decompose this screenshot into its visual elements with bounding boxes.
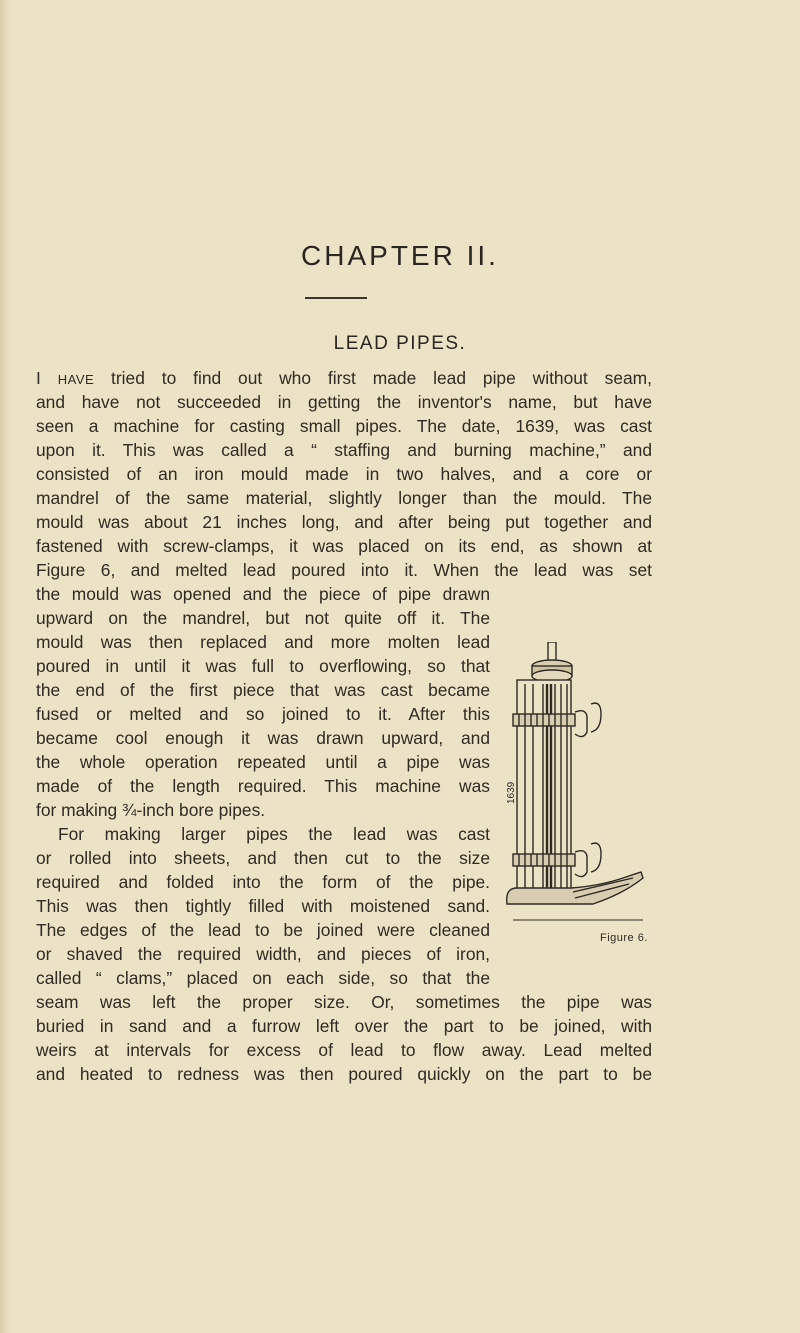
smallcaps-word: HAVE	[57, 372, 95, 387]
paragraph-line: upward on the mandrel, but not quite off it. The	[36, 608, 490, 628]
pipe-mould-figure	[503, 642, 651, 930]
paragraph-line: For making larger pipes the lead was cast	[58, 824, 490, 844]
paragraph-line: made of the length required. This machine was	[36, 776, 490, 796]
paragraph-line: mould was about 21 inches long, and after being put together and	[36, 512, 652, 532]
paragraph-line: the mould was opened and the piece of pipe drawn	[36, 584, 490, 604]
paragraph-line: or shaved the required width, and pieces of iron,	[36, 944, 490, 964]
paragraph-line: fused or melted and so joined to it. After this	[36, 704, 490, 724]
paragraph-line: seam was left the proper size. Or, sometimes the pipe was	[36, 992, 652, 1012]
paragraph-line: called “ clams,” placed on each side, so that the	[36, 968, 490, 988]
paragraph-line: fastened with screw-clamps, it was placed on its end, as shown at	[36, 536, 652, 556]
paragraph-line: poured in until it was full to overflowing, so that	[36, 656, 490, 676]
paragraph-line: for making ¾-inch bore pipes.	[36, 800, 266, 820]
title-rule	[305, 297, 367, 299]
paragraph-line: became cool enough it was drawn upward, and	[36, 728, 490, 748]
paragraph-line	[36, 366, 652, 392]
paragraph-line: This was then tightly filled with moistened sand.	[36, 896, 490, 916]
paragraph-line: Figure 6, and melted lead poured into it. When the lead was set	[36, 560, 652, 580]
paragraph-line: upon it. This was called a “ staffing and burning machine,” and	[36, 440, 652, 460]
chapter-title: CHAPTER II.	[301, 240, 499, 271]
page-edge	[0, 0, 10, 1333]
date-mark: 1639	[506, 781, 517, 804]
line-rest: tried to find out who first made lead pipe without seam,	[94, 368, 652, 388]
paragraph-line: or rolled into sheets, and then cut to the size	[36, 848, 490, 868]
drop-initial: I	[36, 368, 41, 388]
paragraph-line: the end of the first piece that was cast became	[36, 680, 490, 700]
paragraph-line: and have not succeeded in getting the inventor's name, but have	[36, 392, 652, 412]
paragraph-line: consisted of an iron mould made in two halves, and a core or	[36, 464, 652, 484]
paragraph-line: mould was then replaced and more molten lead	[36, 632, 490, 652]
paragraph-line: and heated to redness was then poured quickly on the part to be	[36, 1064, 652, 1084]
paragraph-line: weirs at intervals for excess of lead to flow away. Lead melted	[36, 1040, 652, 1060]
figure-caption: Figure 6.	[600, 932, 648, 944]
paragraph-line: seen a machine for casting small pipes. The date, 1639, was cast	[36, 416, 652, 436]
paragraph-line: The edges of the lead to be joined were cleaned	[36, 920, 490, 940]
paragraph-line: required and folded into the form of the pipe.	[36, 872, 490, 892]
paragraph-line: buried in sand and a furrow left over the part to be joined, with	[36, 1016, 652, 1036]
paragraph-line: the whole operation repeated until a pipe was	[36, 752, 490, 772]
paragraph-line: mandrel of the same material, slightly longer than the mould. The	[36, 488, 652, 508]
section-title: LEAD PIPES.	[333, 333, 467, 354]
